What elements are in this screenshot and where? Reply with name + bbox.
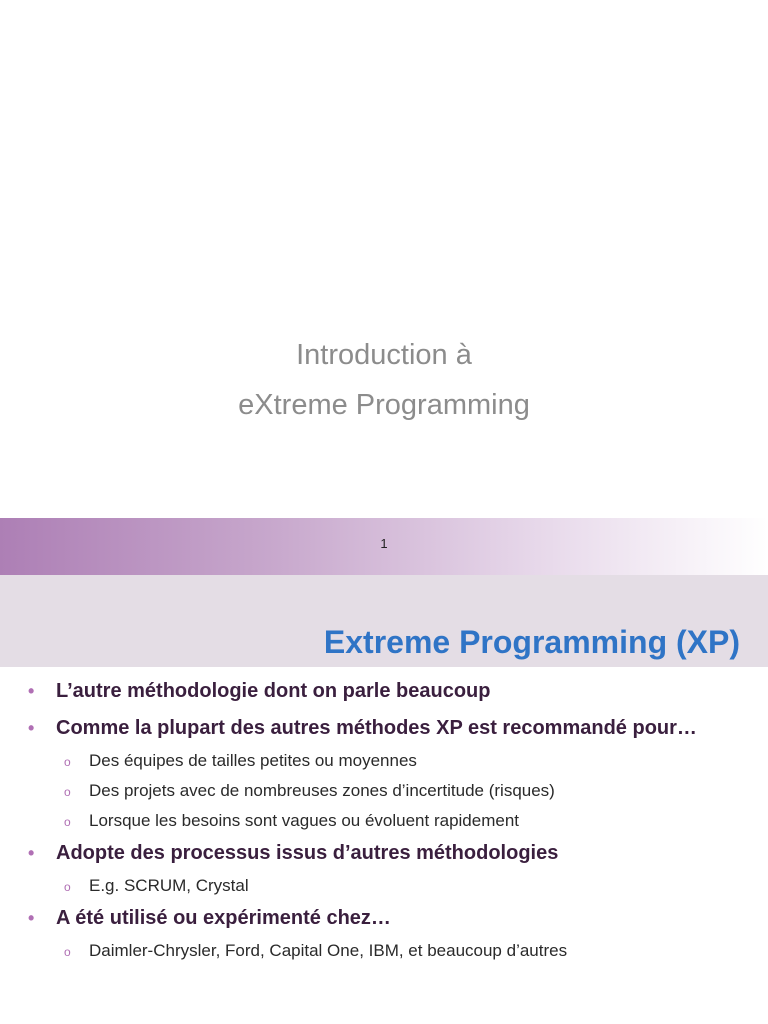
sub-bullet-circle-icon: o [64, 815, 71, 829]
slide-2-content [0, 676, 768, 968]
title-line-2: eXtreme Programming [238, 389, 530, 421]
bullet-item [0, 838, 768, 868]
bullet-text: A été utilisé ou expérimenté chez… [56, 907, 391, 929]
sub-bullet-circle-icon: o [64, 880, 71, 894]
page-number: 1 [380, 536, 388, 551]
sub-bullet-item [0, 776, 768, 806]
sub-bullet-list [0, 746, 768, 836]
sub-bullet-list [0, 871, 768, 901]
bullet-dot-icon: • [28, 843, 35, 863]
bullet-text: Comme la plupart des autres méthodes XP est recommandé pour… [56, 717, 697, 739]
sub-bullet-text: Des projets avec de nombreuses zones d’incertitude (risques) [89, 781, 555, 800]
sub-bullet-text: Daimler-Chrysler, Ford, Capital One, IBM, et beaucoup d’autres [89, 941, 568, 960]
sub-bullet-list [0, 936, 768, 966]
sub-bullet-item [0, 806, 768, 836]
bullet-item [0, 713, 768, 743]
bullet-item [0, 903, 768, 933]
sub-bullet-circle-icon: o [64, 755, 71, 769]
bullet-text: L’autre méthodologie dont on parle beaucoup [56, 680, 491, 702]
title-line-1: Introduction à [296, 339, 472, 371]
bullet-dot-icon: • [28, 908, 35, 928]
sub-bullet-text: Lorsque les besoins sont vagues ou évoluent rapidement [89, 811, 520, 830]
sub-bullet-circle-icon: o [64, 945, 71, 959]
sub-bullet-item [0, 936, 768, 966]
bullet-item [0, 676, 768, 706]
slide-2-title: Extreme Programming (XP) [323, 624, 740, 660]
sub-bullet-item [0, 746, 768, 776]
bullet-dot-icon: • [28, 718, 35, 738]
bullet-dot-icon: • [28, 681, 35, 701]
sub-bullet-text: E.g. SCRUM, Crystal [89, 876, 249, 895]
sub-bullet-circle-icon: o [64, 785, 71, 799]
sub-bullet-text: Des équipes de tailles petites ou moyennes [89, 751, 417, 770]
bullet-text: Adopte des processus issus d’autres méthodologies [56, 842, 559, 864]
slide-1-title [0, 330, 768, 430]
sub-bullet-item [0, 871, 768, 901]
